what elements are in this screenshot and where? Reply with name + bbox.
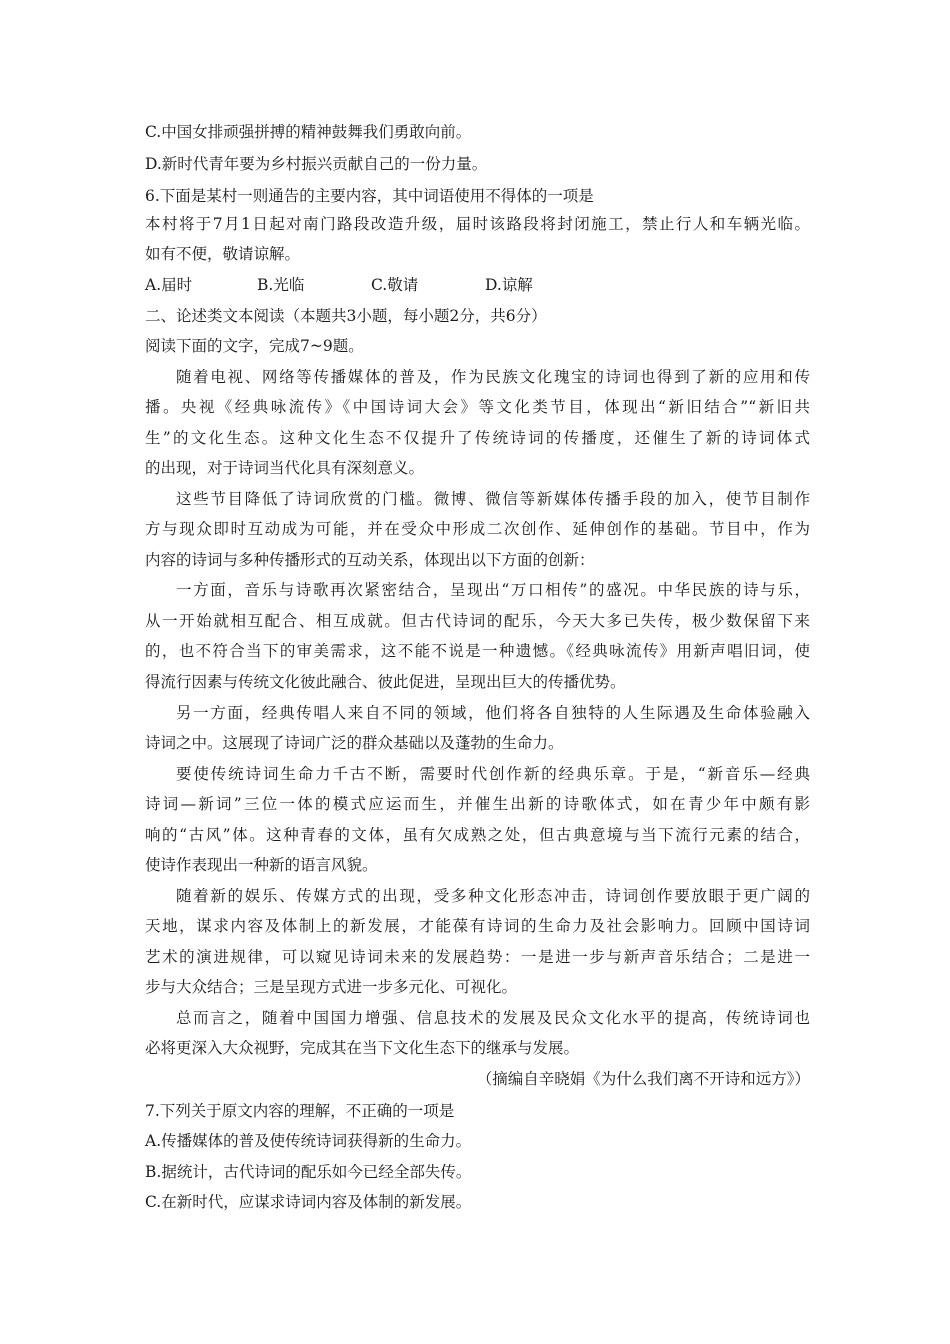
q6-option: C.敬请 [371,276,419,294]
q7-option: A.传播媒体的普及使传统诗词获得新的生命力。 [145,1132,472,1150]
passage-line: 步与大众结合；三是呈现方式进一步多元化、可视化。 [145,978,518,996]
passage-line: 天地，谋求内容及体制上的新发展，才能葆有诗词的生命力及社会影响力。回顾中国诗词 [145,917,810,935]
passage-line: 艺术的演进规律，可以窥见诗词未来的发展趋势：一是进一步与新声音乐结合；二是进一 [145,948,810,966]
q5-option-d: D.新时代青年要为乡村振兴贡献自己的一份力量。 [145,155,488,173]
passage-source: （摘编自辛晓娟《为什么我们离不开诗和远方》） [476,1070,810,1088]
q6-option: D.谅解 [485,276,533,294]
q6-notice-line: 如有不便，敬请谅解。 [145,245,301,263]
q6-options [145,275,810,295]
passage-line: 得流行因素与传统文化彼此融合、彼此促进，呈现出巨大的传播优势。 [145,673,626,691]
q7-option: C.在新时代，应谋求诗词内容及体制的新发展。 [145,1193,472,1211]
passage-line: 随着电视、网络等传播媒体的普及，作为民族文化瑰宝的诗词也得到了新的应用和传 [176,368,810,386]
passage-line: 总而言之，随着中国国力增强、信息技术的发展及民众文化水平的提高，传统诗词也 [176,1009,810,1027]
reading-instruction: 阅读下面的文字，完成7~9题。 [145,337,364,355]
q7-option: B.据统计，古代诗词的配乐如今已经全部失传。 [145,1163,472,1181]
section-heading: 二、论述类文本阅读（本题共3小题，每小题2分，共6分） [145,307,547,325]
passage-line: 方与现众即时互动成为可能，并在受众中形成二次创作、延伸创作的基础。节目中，作为 [145,520,810,538]
passage-line: 的出现，对于诗词当代化具有深刻意义。 [145,459,425,477]
passage-line: 播。央视《经典咏流传》《中国诗词大会》等文化类节目，体现出“新旧结合”“新旧共 [145,398,810,416]
passage-line: 从一开始就相互配合、相互成就。但古代诗词的配乐，今天大多已失传，极少数保留下来 [145,612,810,630]
passage-line: 随着新的娱乐、传媒方式的出现，受多种文化形态冲击，诗词创作要放眼于更广阔的 [176,887,810,905]
passage-line: 必将更深入大众视野，完成其在当下文化生态下的继承与发展。 [145,1039,580,1057]
passage-line: 内容的诗词与多种传播形式的互动关系，体现出以下方面的创新： [145,551,595,569]
passage-line: 一方面，音乐与诗歌再次紧密结合，呈现出“万口相传”的盛况。中华民族的诗与乐， [176,581,810,599]
passage-line: 使诗作表现出一种新的语言风貌。 [145,856,378,874]
q6-notice-line: 本村将于7月1日起对南门路段改造升级，届时该路段将封闭施工，禁止行人和车辆光临。 [145,215,810,233]
passage-line: 另一方面，经典传唱人来自不同的领域，他们将各自独特的人生际遇及生命体验融入 [176,704,810,722]
passage-line: 要使传统诗词生命力千古不断，需要时代创作新的经典乐章。于是，“新音乐—经典 [176,765,810,783]
passage-line: 生”的文化生态。这种文化生态不仅提升了传统诗词的传播度，还催生了新的诗词体式 [145,429,810,447]
passage-line: 的，也不符合当下的审美需求，这不能不说是一种遗憾。《经典咏流传》用新声唱旧词，使 [145,642,810,660]
passage-line: 这些节目降低了诗词欣赏的门槛。微博、微信等新媒体传播手段的加入，使节目制作 [176,490,810,508]
q5-option-c: C.中国女排顽强拼搏的精神鼓舞我们勇敢向前。 [145,123,472,141]
q6-stem: 6.下面是某村一则通告的主要内容，其中词语使用不得体的一项是 [145,187,594,205]
passage-line: 诗词—新词”三位一体的模式应运而生，并催生出新的诗歌体式，如在青少年中颇有影 [145,795,810,813]
q6-option: A.届时 [145,276,193,294]
passage-line: 诗词之中。这展现了诗词广泛的群众基础以及蓬勃的生命力。 [145,734,564,752]
passage-line: 响的“古风”体。这种青春的文体，虽有欠成熟之处，但古典意境与当下流行元素的结合， [145,826,810,844]
q6-option: B.光临 [257,276,305,294]
q7-stem: 7.下列关于原文内容的理解，不正确的一项是 [145,1102,455,1120]
